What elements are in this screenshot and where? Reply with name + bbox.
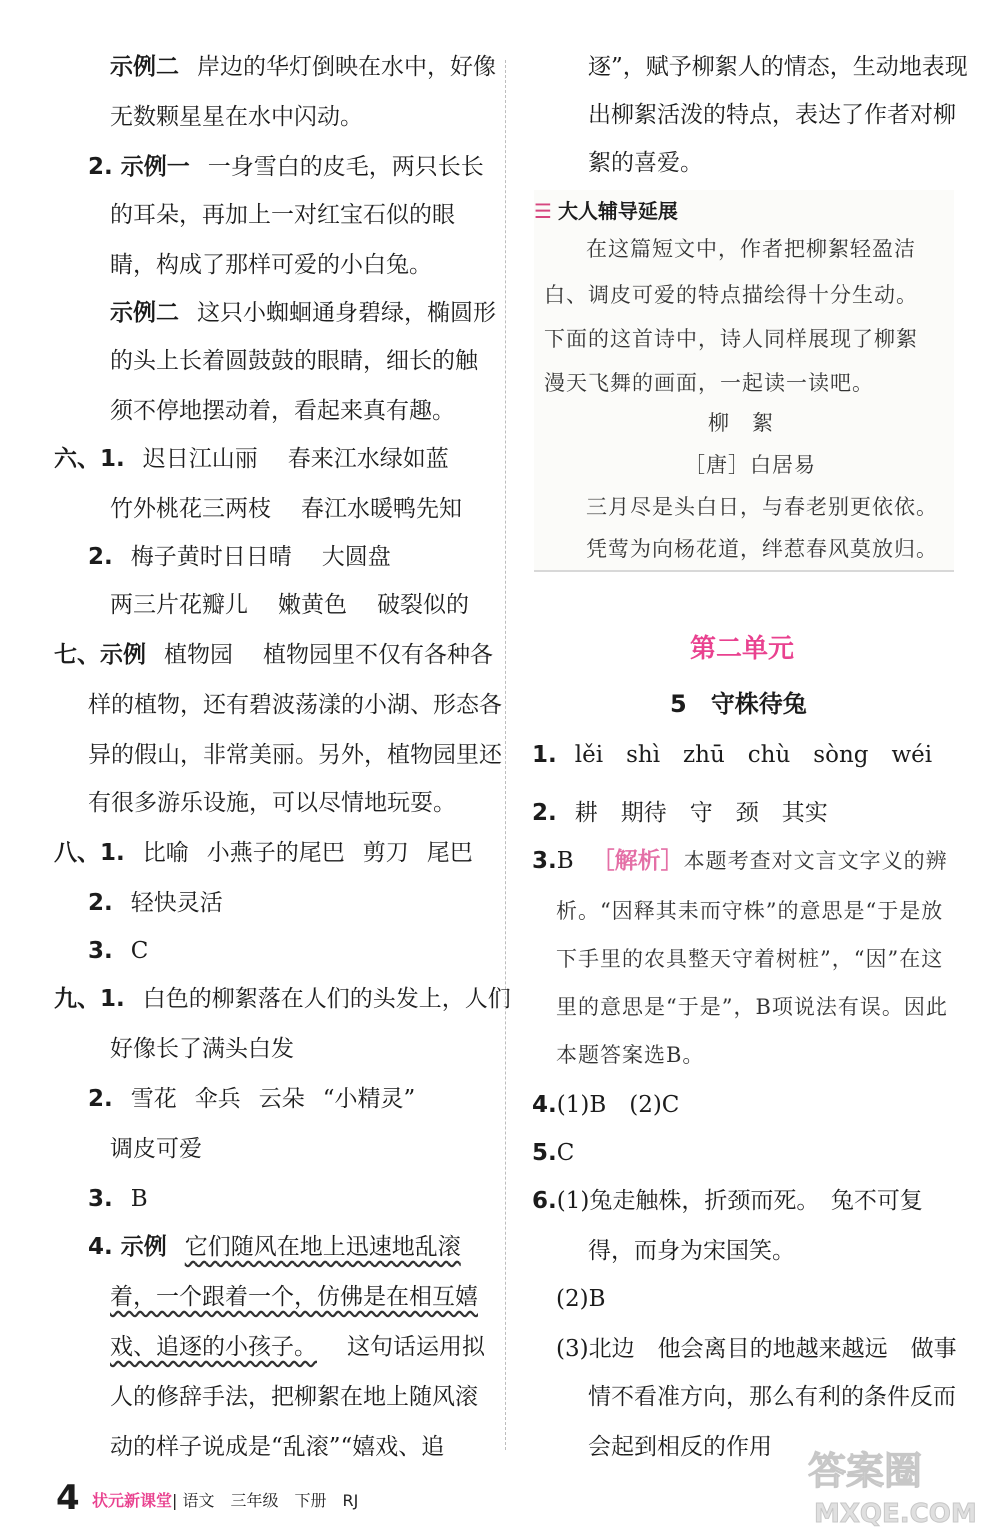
answer-line: 析。“因释其耒而守株”的意思是“于是放 bbox=[556, 899, 944, 923]
answer-line: 4.(1)B (2)C bbox=[532, 1092, 680, 1118]
answer-line: 七、示例 植物园 植物园里不仅有各种各 bbox=[54, 642, 493, 668]
poem-title: 柳 絮 bbox=[708, 411, 774, 435]
answer-line: 的耳朵，再加上一对红宝石似的眼 bbox=[110, 202, 455, 228]
answer-line: 絮的喜爱。 bbox=[588, 150, 703, 176]
unit-title: 第二单元 bbox=[690, 634, 795, 664]
answer-line: 2. 雪花 伞兵 云朵 “小精灵” bbox=[88, 1086, 416, 1112]
answer-line: 九、1. 白色的柳絮落在人们的头发上，人们 bbox=[54, 986, 511, 1012]
lesson-title: 5 守株待兔 bbox=[670, 690, 807, 718]
watermark-url: MXQE.COM bbox=[814, 1499, 977, 1529]
answer-line: 异的假山，非常美丽。另外，植物园里还 bbox=[88, 742, 502, 768]
list-icon: ☰ bbox=[534, 199, 552, 223]
answer-line: 4. 示例 它们随风在地上迅速地乱滚 bbox=[88, 1234, 461, 1260]
answer-line: 会起到相反的作用 bbox=[588, 1434, 772, 1460]
answer-line: 样的植物，还有碧波荡漾的小湖、形态各 bbox=[88, 692, 502, 718]
answer-line: (2)B bbox=[556, 1286, 606, 1312]
answer-line: 里的意思是“于是”，B项说法有误。因此 bbox=[556, 995, 948, 1019]
extension-line: 漫天飞舞的画面，一起读一读吧。 bbox=[544, 371, 874, 395]
answer-line: 2. 梅子黄时日日晴 大圆盘 bbox=[88, 544, 391, 570]
extension-title: ☰ 大人辅导延展 bbox=[534, 199, 678, 223]
answer-line: 有很多游乐设施，可以尽情地玩耍。 bbox=[88, 790, 456, 816]
answer-line: 下手里的农具整天守着树桩”，“因”在这 bbox=[556, 947, 944, 971]
answer-line: 2. 轻快灵活 bbox=[88, 890, 223, 916]
answer-line: 须不停地摆动着，看起来真有趣。 bbox=[110, 398, 455, 424]
answer-line: 六、1. 迟日江山丽 春来江水绿如蓝 bbox=[54, 446, 449, 472]
answer-line: 着，一个跟着一个，仿佛是在相互嬉 bbox=[110, 1284, 478, 1310]
analysis-tag: ［解析］ bbox=[591, 848, 684, 874]
watermark-text: 答案圈 bbox=[808, 1449, 923, 1493]
answer-line: 动的样子说成是“乱滚”“嬉戏、追 bbox=[110, 1434, 445, 1460]
answer-line: 2. 耕 期待 守 颈 其实 bbox=[532, 800, 828, 826]
answer-line: 睛，构成了那样可爱的小白兔。 bbox=[110, 252, 432, 278]
answer-line: 戏、追逐的小孩子。 这句话运用拟 bbox=[110, 1334, 485, 1360]
answer-line: 出柳絮活泼的特点，表达了作者对柳 bbox=[588, 102, 956, 128]
footer-info: 状元新课堂| 语文 三年级 下册 RJ bbox=[92, 1491, 359, 1510]
answer-line: 示例二 岸边的华灯倒映在水中，好像 bbox=[110, 54, 496, 80]
extension-line: 在这篇短文中，作者把柳絮轻盈洁 bbox=[586, 237, 916, 261]
poem-author: ［唐］白居易 bbox=[684, 453, 816, 477]
answer-line: 2. 示例一 一身雪白的皮毛，两只长长 bbox=[88, 154, 484, 180]
answer-line: 3. B bbox=[88, 1186, 148, 1212]
answer-line: 调皮可爱 bbox=[110, 1136, 202, 1162]
answer-line: 示例二 这只小蜘蛔通身碧绿，椭圆形 bbox=[110, 300, 496, 326]
poem-line: 凭莺为向杨花道，绊惹春风莫放归。 bbox=[586, 537, 938, 561]
answer-line: 6.(1)兔走触株，折颈而死。 兔不可复 bbox=[532, 1188, 923, 1214]
answer-line: 的头上长着圆鼓鼓的眼睛，细长的触 bbox=[110, 348, 478, 374]
answer-line: 无数颗星星在水中闪动。 bbox=[110, 104, 363, 130]
answer-line: 逐”，赋予柳絮人的情态，生动地表现 bbox=[588, 54, 968, 80]
answer-line: 1. lěi shì zhū chù sòng wéi bbox=[532, 742, 933, 768]
extension-line: 下面的这首诗中，诗人同样展现了柳絮 bbox=[544, 327, 918, 351]
answer-line: 本题答案选B。 bbox=[556, 1043, 705, 1067]
answer-line: 3.B ［解析］本题考查对文言文字义的辨 bbox=[532, 848, 948, 874]
column-divider bbox=[505, 60, 506, 1450]
answer-line: 八、1. 比喻 小燕子的尾巴 剪刀 尾巴 bbox=[54, 840, 473, 866]
answer-line: 人的修辞手法，把柳絮在地上随风滚 bbox=[110, 1384, 478, 1410]
answer-line: 3. C bbox=[88, 938, 149, 964]
answer-line: 竹外桃花三两枝 春江水暖鸭先知 bbox=[110, 496, 462, 522]
extension-line: 白、调皮可爱的特点描绘得十分生动。 bbox=[544, 283, 918, 307]
answer-line: 得，而身为宋国笑。 bbox=[588, 1238, 795, 1264]
watermark-logo bbox=[800, 1440, 980, 1530]
page-number: 4 bbox=[56, 1478, 80, 1518]
answer-line: 5.C bbox=[532, 1140, 575, 1166]
brand-logo: 状元新课堂 bbox=[92, 1491, 173, 1510]
answer-line: (3)北边 他会离目的地越来越远 做事 bbox=[556, 1336, 957, 1362]
answer-line: 好像长了满头白发 bbox=[110, 1036, 294, 1062]
answer-line: 情不看准方向，那么有利的条件反而 bbox=[588, 1384, 956, 1410]
poem-line: 三月尽是头白日，与春老别更依依。 bbox=[586, 495, 938, 519]
answer-line: 两三片花瓣儿 嫩黄色 破裂似的 bbox=[110, 592, 469, 618]
